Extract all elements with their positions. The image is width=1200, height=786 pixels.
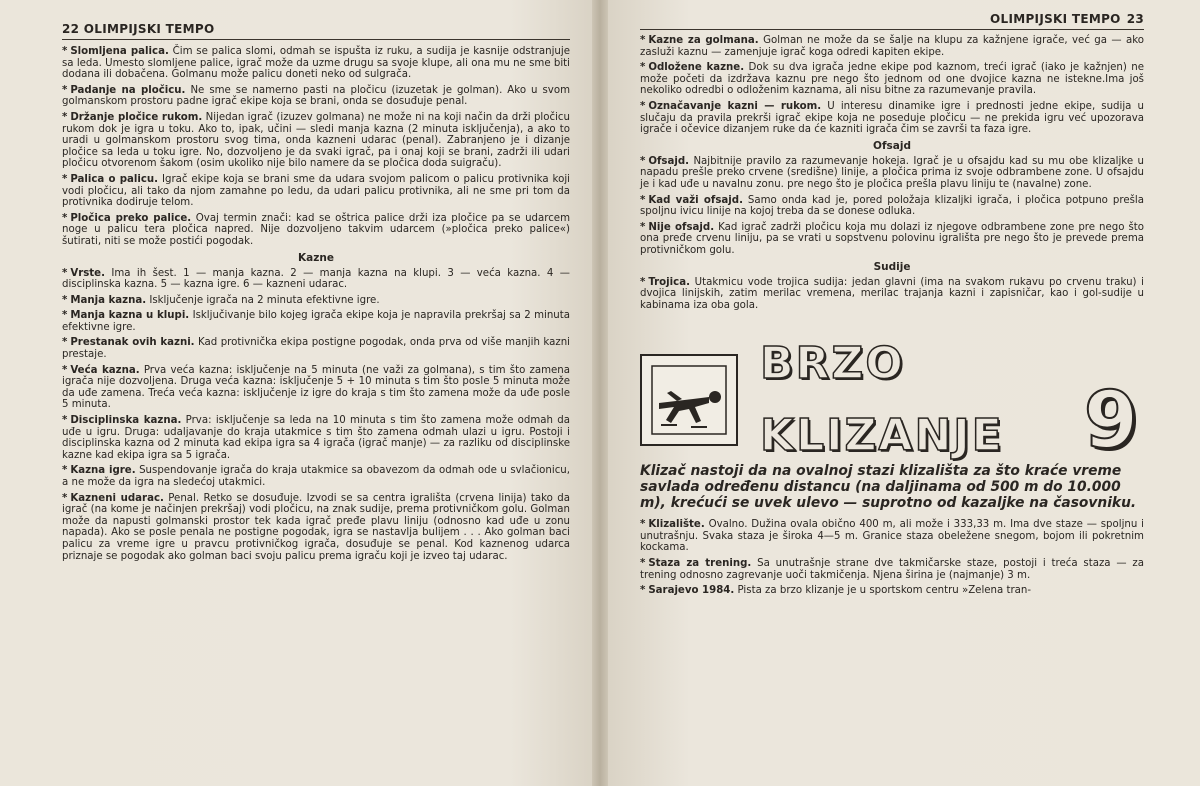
entry-text: Suspendovanje igrača do kraja utakmice sa obavezom da odmah ode u svlačionicu, a ne može da igra na sledećoj utakmici.: [62, 465, 570, 488]
entry-term: Držanje pločice rukom.: [70, 111, 203, 123]
entry-palica-o-palicu: * Palica o palicu. Igrač ekipe koja se brani sme da udara svojom palicom o palicu protivnika koji vodi pločicu, ali tako da njom zamahne po ledu, da udari palicu protivnika, ali ne sme pri tom da protivnika dodiruje telom.: [62, 173, 570, 209]
right-page: [600, 0, 1200, 786]
entry-text: Isključivanje bilo kojeg igrača ekipe koja je napravila prekršaj sa 2 minuta efektivne igre.: [62, 310, 570, 333]
entry-trojica: * Trojica. Utakmicu vode trojica sudija: jedan glavni (ima na svakom rukavu po crvenu traku) i dvojica linijskih, zatim merilac vremena, merilac trajanja kazni i zapisničar, kao i gol-sudije u kabinama iza oba gola.: [640, 276, 1144, 311]
entry-term: Disciplinska kazna.: [70, 415, 182, 427]
entry-disciplinska-kazna: * Disciplinska kazna. Prva: isključenje sa leda na 10 minuta s tim što zamena može odmah da uđe u igru. Druga: udaljavanje do kraja utakmice s tim što zamena odmah ulazi u igru. Postoji i disciplinska kazna od 2 minuta kad ekipa igra sa 4 igrača (igrač manje) — za razliku od disciplinske kazne kad ekipa igra sa 5 igrača.: [62, 415, 570, 461]
entry-term: Označavanje kazni — rukom.: [648, 100, 822, 112]
entry-slomljena-palica: * Slomljena palica. Čim se palica slomi, odmah se ispušta iz ruku, a sudija je kasnije odstranjuje sa leda. Umesto slomljene palice, igrač može da uzme drugu sa svoje klupe, ali ona mu ne sme biti dodana ili dobačena. Golmanu može palicu doneti neko od sulgrača.: [62, 46, 570, 81]
entry-text: Isključenje igrača na 2 minuta efektivne igre.: [149, 294, 380, 306]
right-entries-chapter: [640, 519, 1144, 597]
entry-manja-kazna: * Manja kazna. Isključenje igrača na 2 minuta efektivne igre.: [62, 294, 380, 306]
entry-sarajevo-1984: * Sarajevo 1984. Pista za brzo klizanje je u sportskom centru »Zelena tran-: [640, 585, 1032, 597]
left-header-title: OLIMPIJSKI TEMPO: [83, 22, 215, 36]
chapter-title-line2: KLIZANJE: [760, 410, 1004, 462]
entry-term: Trojica.: [648, 276, 690, 288]
entry-term: Kad važi ofsajd.: [648, 194, 743, 206]
entry-term: Klizalište.: [648, 519, 705, 531]
entry-plocica-preko-palice: * Pločica preko palice. Ovaj termin znači: kad se oštrica palice drži iza pločice pa se udarcem noge u palicu tera pločica napred. Nije dozvoljeno takvim udarcem (»pločica preko palice«) šutirati, niti se može postići pogodak.: [62, 212, 570, 247]
entry-term: Kazneni udarac.: [70, 492, 164, 504]
entry-kazna-igre: * Kazna igre. Suspendovanje igrača do kraja utakmice sa obavezom da odmah ode u svlačionicu, a ne može da igra na sledećoj utakmici.: [62, 465, 570, 488]
entry-vrste: * Vrste. Ima ih šest. 1 — manja kazna. 2 — manja kazna na klupi. 3 — veća kazna. 4 — disciplinska kazna. 5 — kazna igre. 6 — kazneni udarac.: [62, 267, 570, 291]
chapter-header: [640, 338, 1144, 467]
chapter-title-line1: BRZO: [760, 338, 905, 390]
right-entries-ofsajd: [640, 156, 1144, 257]
entry-text: Ima ih šest. 1 — manja kazna. 2 — manja kazna na klupi. 3 — veća kazna. 4 — disciplinska kazna. 5 — kazna igre. 6 — kazneni udarac.: [62, 267, 570, 291]
left-page-number: 22: [62, 22, 80, 36]
entry-term: Nije ofsajd.: [648, 221, 715, 233]
entry-text: Prva veća kazna: isključenje na 5 minuta (ne važi za golmana), s tim što zamena igrača nije dozvoljena. Druga veća kazna: isključenje 5 + 10 minuta s tim što posle 5 minuta može da uđe zamena. Treća veća kazna: isključenje iz igre do kraja s tim što zamena može da uđe posle 5 minuta.: [62, 364, 570, 411]
section-heading-kazne: Kazne: [298, 251, 334, 264]
entry-text: Čim se palica slomi, odmah se ispušta iz ruku, a sudija je kasnije odstranjuje sa leda. Umesto slomljene palice, igrač može da uzme drugu sa svoje klupe, ali ona mu ne sme biti dodana ili dobačena. Golmanu može palicu doneti neko od sulgrača.: [62, 46, 570, 81]
entry-term: Ofsajd.: [648, 155, 690, 167]
entry-prestanak-kazni: * Prestanak ovih kazni. Kad protivnička ekipa postigne pogodak, onda prva od više manjih kazni prestaje.: [62, 337, 570, 361]
right-header-title: OLIMPIJSKI TEMPO: [990, 12, 1121, 26]
entry-term: Kazne za golmana.: [648, 35, 759, 46]
section-heading-sudije: Sudije: [873, 260, 911, 273]
entry-text: Kad protivnička ekipa postigne pogodak, onda prva od više manjih kazni prestaje.: [62, 337, 570, 361]
entry-odlozene-kazne: * Odložene kazne. Dok su dva igrača jedne ekipe pod kaznom, treći igrač (iako je kažnjen) ne može početi da izdržava kaznu pre nego što jednom od one dvojice kazna ne istekne.Ima još nekoliko odredbi o odloženim kaznama, ali nisu bitne za razumevanje pravila.: [640, 62, 1144, 97]
entry-text: Samo onda kad je, pored položaja klizaljki igrača, i pločica potpuno prešla spoljnu ivicu linije na kojoj treba da se donese odluka.: [640, 194, 1144, 218]
entry-oznacavanje-kazni: * Označavanje kazni — rukom. U interesu dinamike igre i prednosti jedne ekipe, sudija u slučaju da pravila prekrši igrač ekipe koja ne poseduje pločicu — ne prekida igru već upozorava igrače i očevice dizanjem ruke da će kazniti igrača čim se završi ta faza igre.: [640, 100, 1144, 136]
entry-term: Manja kazna.: [70, 294, 147, 306]
entry-text: Igrač ekipe koja se brani sme da udara svojom palicom o palicu protivnika koji vodi pločicu, ali tako da njom zamahne po ledu, da udari palicu protivnika, ali ne sme pri tom da protivnika dodiruje telom.: [62, 173, 570, 209]
entry-veca-kazna: * Veća kazna. Prva veća kazna: isključenje na 5 minuta (ne važi za golmana), s tim što zamena igrača nije dozvoljena. Druga veća kazna: isključenje 5 + 10 minuta s tim što posle 5 minuta može da uđe zamena. Treća veća kazna: isključenje iz igre do kraja s tim što zamena može da uđe posle 5 minuta.: [62, 364, 570, 411]
entry-term: Vrste.: [70, 267, 105, 279]
entry-ofsajd: * Ofsajd. Najbitnije pravilo za razumevanje hokeja. Igrač je u ofsajdu kad su mu obe klizaljke u napadu prešle preko crvene (središne) linije, a pločica prima iz svoje odbrambene zone. U ofsajdu je i kad uđe u navalnu zonu. pre nego što je pločica prešla plavu liniju te (navalne) zone.: [640, 155, 1144, 190]
entry-term: Odložene kazne.: [648, 62, 745, 74]
section-heading-ofsajd: Ofsajd: [873, 139, 911, 152]
entry-term: Kazna igre.: [70, 465, 136, 477]
entry-text: Kad igrač zadrži pločicu koja mu dolazi iz njegove odbrambene zone pre nego što ona pređe crvenu liniju, pa se vrati u sopstvenu polovinu igrališta pre nego što je prevede prema protivničkom golu.: [640, 221, 1144, 256]
right-page-number: 23: [1126, 12, 1144, 26]
entry-text: Nijedan igrač (izuzev golmana) ne može ni na koji način da drži pločicu rukom dok je igra u toku. Ako to, ipak, učini — sledi manja kazna (2 minuta isključenja), a ako to uradi u golmanskom prostoru svog tima, onda kazneni udarac (penal). Zabranjeno je i dizanje pločice sa leda u toku igre. No, dozvoljeno je da svaki igrač, pa i onaj koji se brani, zadrži ili udari pločicu otvorenom šakom (osim ukoliko nije bilo namere da se pločica doda suigraču).: [62, 111, 570, 170]
entry-text: Dok su dva igrača jedne ekipe pod kaznom, treći igrač (iako je kažnjen) ne može početi da izdržava kaznu pre nego što jednom od one dvojice kazna ne istekne.Ima još nekoliko odredbi o odloženim kaznama, ali nisu bitne za razumevanje pravila.: [640, 62, 1144, 97]
right-running-head: [640, 12, 1144, 30]
entry-klizaliste: * Klizalište. Ovalno. Dužina ovala obično 400 m, ali može i 333,33 m. Ima dve staze — spoljnu i unutrašnju. Svaka staza je široka 4—5 m. Granice staza obeležene snegom, bojom ili pokretnim kockama.: [640, 519, 1144, 554]
entry-text: Penal. Retko se dosuđuje. Izvodi se sa centra igrališta (crvena linija) tako da igrač (na kome je načinjen prekršaj) vodi pločicu, na znak sudije, prema protivničkom golu. Golman može da napusti golmanski prostor tek kada igrač pređe plavu liniju (odnosno kad uđe u zonu napada). Ako se posle penala ne postigne pogodak, igra se nastavlja bulijem . . . Ako golman baci palicu za vreme igre u pravcu protivničkog igrača, dosuđuje se penal. Kod kaznenog udarca priznaje se pogodak ako golman baci svoju palicu prema igraču koji je izveo taj udarac.: [62, 492, 570, 562]
entry-term: Veća kazna.: [70, 364, 140, 376]
entry-text: Prva: isključenje sa leda na 10 minuta s tim što zamena može odmah da uđe u igru. Druga: udaljavanje do kraja utakmice s tim što zamena odmah ulazi u igru. Postoji i disciplinska kazna od 2 minuta kad ekipa igra sa 4 igrača (igrač manje) — za razliku od disciplinske kazne kad ekipa igra sa 5 igrača.: [62, 415, 570, 461]
entry-nije-ofsajd: * Nije ofsajd. Kad igrač zadrži pločicu koja mu dolazi iz njegove odbrambene zone pre nego što ona pređe crvenu liniju, pa se vrati u sopstvenu polovinu igrališta pre nego što je prevede prema protivničkom golu.: [640, 221, 1144, 256]
left-entries-top: [62, 46, 570, 248]
speed-skater-icon: [640, 354, 738, 446]
book-gutter: [592, 0, 608, 786]
entry-drzanje-plocice: * Držanje pločice rukom. Nijedan igrač (izuzev golmana) ne može ni na koji način da drži pločicu rukom dok je igra u toku. Ako to, ipak, učini — sledi manja kazna (2 minuta isključenja), a ako to uradi u golmanskom prostoru svog tima, onda kazneni udarac (penal). Zabranjeno je i dizanje pločice sa leda u toku igre. No, dozvoljeno je da svaki igrač, pa i onaj koji se brani, zadrži ili udari pločicu otvorenom šakom (osim ukoliko nije bilo namere da se pločica doda suigraču).: [62, 111, 570, 170]
left-entries-bottom: [62, 268, 570, 563]
entry-text: Utakmicu vode trojica sudija: jedan glavni (ima na svakom rukavu po crvenu traku) i dvojica linijskih, zatim merilac vremena, merilac trajanja kazni i zapisničar, kao i gol-sudije u kabinama iza oba gola.: [640, 276, 1144, 311]
entry-text: Ne sme se namerno pasti na pločicu (izuzetak je golman). Ako u svom golmanskom prostoru padne igrač ekipe koja se brani, onda se dosuđuje penal.: [62, 84, 570, 108]
entry-text: Ovaj termin znači: kad se oštrica palice drži iza pločice pa se udarcem noge u palicu tera pločica napred. Nije dozvoljeno takvim udarcem (»pločica preko palice«) šutirati, niti se može postići pogodak.: [62, 212, 570, 247]
entry-manja-kazna-u-klupi: * Manja kazna u klupi. Isključivanje bilo kojeg igrača ekipe koja je napravila prekršaj sa 2 minuta efektivne igre.: [62, 310, 570, 333]
left-running-head: [62, 22, 570, 40]
entry-text: U interesu dinamike igre i prednosti jedne ekipe, sudija u slučaju da pravila prekrši igrač ekipe koja ne poseduje pločicu — ne prekida igru već upozorava igrače i očevice dizanjem ruke da će kazniti igrača čim se završi ta faza igre.: [640, 100, 1144, 136]
entry-term: Manja kazna u klupi.: [70, 310, 190, 322]
entry-term: Palica o palicu.: [70, 173, 159, 185]
entry-text: Ovalno. Dužina ovala obično 400 m, ali može i 333,33 m. Ima dve staze — spoljnu i unutrašnju. Svaka staza je široka 4—5 m. Granice staza obeležene snegom, bojom ili pokretnim kockama.: [640, 519, 1144, 554]
entry-padanje-na-plocicu: * Padanje na pločicu. Ne sme se namerno pasti na pločicu (izuzetak je golman). Ako u svom golmanskom prostoru padne igrač ekipe koja se brani, onda se dosuđuje penal.: [62, 84, 570, 108]
entry-kad-vazi-ofsajd: * Kad važi ofsajd. Samo onda kad je, pored položaja klizaljki igrača, i pločica potpuno prešla spoljnu ivicu linije na kojoj treba da se donese odluka.: [640, 194, 1144, 218]
chapter-intro: Klizač nastoji da na ovalnoj stazi klizališta za što kraće vreme savlada određenu distancu (na daljinama od 500 m do 10.000 m), krećući se uvek ulevo — suprotno od kazaljke na časovniku.: [640, 463, 1137, 512]
entry-term: Slomljena palica.: [70, 46, 169, 57]
entry-text: Pista za brzo klizanje je u sportskom centru »Zelena tran-: [737, 585, 1032, 597]
entry-term: Padanje na pločicu.: [70, 84, 186, 96]
entry-term: Prestanak ovih kazni.: [70, 337, 195, 349]
chapter-number: 9: [1083, 376, 1138, 467]
entry-text: Najbitnije pravilo za razumevanje hokeja. Igrač je u ofsajdu kad su mu obe klizaljke u napadu prešle preko crvene (središne) linije, a pločica prima iz svoje odbrambene zone. U ofsajdu je i kad uđe u navalnu zonu. pre nego što je pločica prešla plavu liniju te (navalne) zone.: [640, 155, 1144, 190]
entry-kazneni-udarac: * Kazneni udarac. Penal. Retko se dosuđuje. Izvodi se sa centra igrališta (crvena linija) tako da igrač (na kome je načinjen prekršaj) vodi pločicu, na znak sudije, prema protivničkom golu. Golman može da napusti golmanski prostor tek kada igrač pređe plavu liniju (odnosno kad uđe u zonu napada). Ako se posle penala ne postigne pogodak, igra se nastavlja bulijem . . . Ako golman baci palicu za vreme igre u pravcu protivničkog igrača, dosuđuje se penal. Kod kaznenog udarca priznaje se pogodak ako golman baci svoju palicu prema igraču koji je izveo taj udarac.: [62, 492, 570, 562]
entry-staza-za-trening: * Staza za trening. Sa unutrašnje strane dve takmičarske staze, postoji i treća staza — za trening odnosno zagrevanje uoči takmičenja. Njena širina je (najmanje) 3 m.: [640, 558, 1144, 581]
entry-kazne-za-golmana: * Kazne za golmana. Golman ne može da se šalje na klupu za kažnjene igrače, već ga — ako zasluži kaznu — zamenjuje igrač koga odredi kapiten ekipe.: [640, 35, 1144, 58]
chapter-title: [760, 338, 1144, 467]
entry-term: Pločica preko palice.: [70, 212, 192, 224]
entry-text: Sa unutrašnje strane dve takmičarske staze, postoji i treća staza — za trening odnosno zagrevanje uoči takmičenja. Njena širina je (najmanje) 3 m.: [640, 558, 1144, 581]
entry-term: Staza za trening.: [648, 558, 752, 570]
right-entries-top: [640, 35, 1144, 136]
entry-term: Sarajevo 1984.: [648, 585, 735, 597]
entry-text: Golman ne može da se šalje na klupu za kažnjene igrače, već ga — ako zasluži kaznu — zamenjuje igrač koga odredi kapiten ekipe.: [640, 35, 1144, 58]
right-entries-sudije: [640, 277, 1144, 312]
